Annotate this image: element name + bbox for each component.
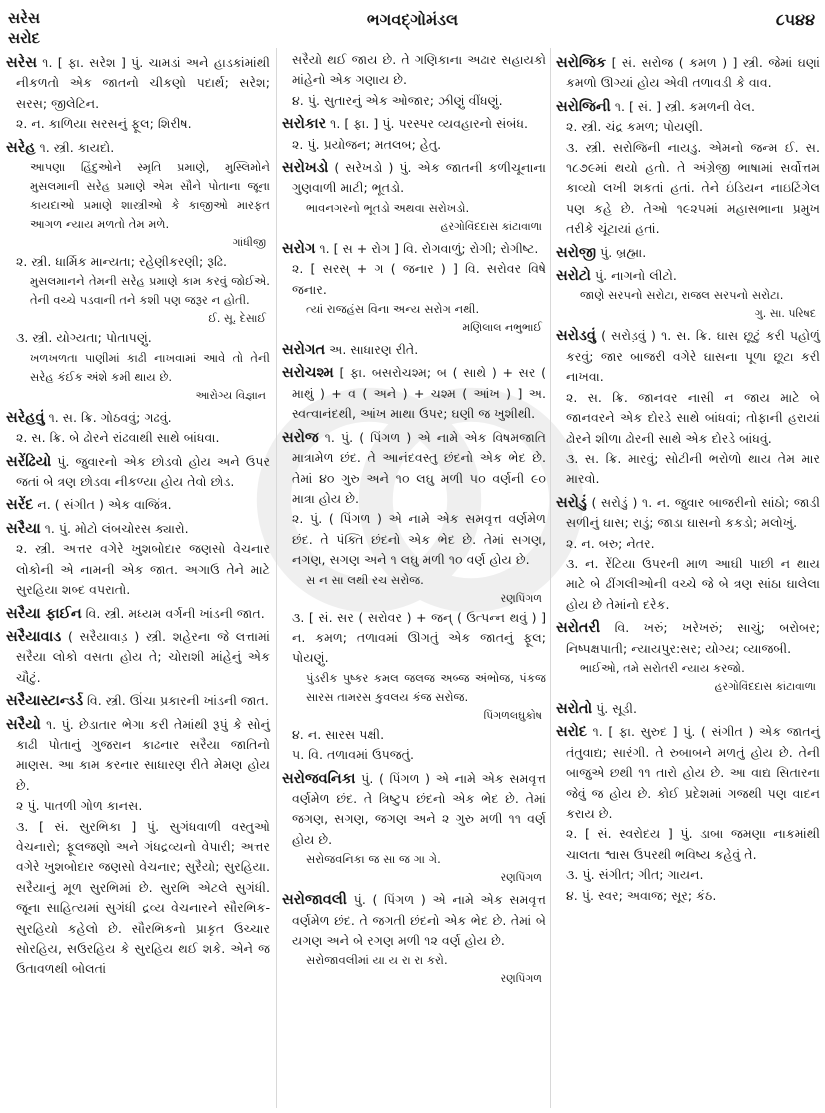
- dictionary-entry: [282, 340, 546, 360]
- definition-text: ૧. [ સ + રોગ ] વિ. રોગવાળું; રોગી; રોગીષ્ટ.: [319, 240, 539, 256]
- definition-text: ( સરેખડો ) પું. એક જાતની કળીચૂનાના ગુણવાળી માટી; ભૂતડો.: [292, 160, 546, 196]
- sense-definition: ૨. સ્ત્રી. ધાર્મિક માન્યતા; રહેણીકરણી; રૂઢિ.: [16, 254, 228, 270]
- dictionary-entry: [282, 158, 546, 199]
- dictionary-entry: [6, 138, 270, 158]
- column-1: [6, 50, 270, 980]
- column-divider: [276, 48, 277, 1108]
- quote-attribution: મણિલાલ નભુભાઈ: [462, 321, 542, 335]
- definition-text: ૧. પું. ( પિંગળ ) એ નામે એક વિષમજાતિ માત્રામેળ છંદ. તે આનંદવસ્તુ છંદનો એક ભેદ છે. તેમાં ૪૦ ગુરુ અને ૧૦ લઘુ મળી ૫૦ વર્ણની ૯૦ માત્રા હોય છે.: [292, 429, 546, 506]
- usage-quote: ભાઈઓ, તમે સરોતરી ન્યાય કરજો.: [580, 660, 745, 675]
- definition-text: પું. નાગનો લીટો.: [594, 268, 677, 284]
- dictionary-entry: [556, 618, 820, 659]
- book-title: ભગવદ્ગોમંડલ: [366, 10, 459, 29]
- usage-quote: પુંડરીક પુષ્કર કમલ જલજ અબ્જ અંભોજ, પંકજ સારસ તામરસ કુવલય કંજ સરોજ.: [306, 670, 546, 704]
- sense-definition: ૩. સ્ત્રી. સરોજિની નાયડુ. એમનો જન્મ ઈ. સ. ૧૮૭૯માં થયો હતો. તે અંગ્રેજી ભાષામાં સર્વોત્તમ કાવ્યો લખી શકતાં હતાં. તેને ઇંડિયન નાઇટિંગેલ પણ કહે છે. તેઓ ૧૯૨૫માં મહાસભાના પ્રમુખ તરીકે ચૂંટાયાં હતાં.: [566, 139, 820, 237]
- headword: સરોજાવલી: [282, 892, 347, 909]
- headword: સરેંદ: [6, 497, 34, 514]
- headword: સરોજ: [282, 429, 319, 446]
- definition-text: પું. સૂડી.: [596, 700, 638, 716]
- sense-definition: ૨ પું. પાતળી ગોળ કાનસ.: [16, 798, 143, 814]
- definition-text: પું. ( પિંગળ ) એ નામે એક સમવૃત્ત વર્ણમેળ છંદ. તે ત્રિષ્ટુપ છંદનો એક ભેદ છે. તેમાં જગણ, સગણ, જગણ અને ૨ ગુરુ મળી ૧૧ વર્ણ હોય છે.: [292, 770, 546, 847]
- definition-text: ૧. પું. મોટો લંબચોરસ ક્યારો.: [44, 520, 189, 536]
- sense-definition: ૩. [ સં. સર ( સરોવર ) + જન્ ( ઉત્પન્ન થવું ) ] ન. કમળ; તળાવમાં ઊગતું એક જાતનું ફૂલ; પોયણું.: [292, 609, 546, 666]
- usage-quote: સરોજવનિકા જ સા જ ગા ગે.: [306, 852, 441, 867]
- sense-definition: ૨. સ. ક્રિ. જાનવર નાસી ન જાય માટે બે જાનવરને એક દોરડે સાથે બાંધવાં; તોફાની હરાયાં ઢોરને શીળા ઢોરની સાથે એક દોરડે બાંધવું.: [566, 389, 820, 446]
- quote-attribution: આરોગ્ય વિજ્ઞાન: [195, 388, 266, 402]
- dictionary-entry: [6, 452, 270, 493]
- page-header: [0, 6, 825, 50]
- dictionary-entry: [6, 715, 270, 797]
- definition-text: પું. બ્રહ્મા.: [600, 244, 647, 260]
- headword: સરોટો: [556, 268, 591, 285]
- definition-text: ( સરૈયાવાડ઼ ) સ્ત્રી. શહેરના જે લત્તામાં સરૈયા લોકો વસતા હોય તે; ચોરાશી માંહેનું એક ચૌટું.: [16, 628, 270, 685]
- headword: સરેહ: [6, 139, 36, 156]
- sense-definition: ૨. પું. ( પિંગળ ) એ નામે એક સમવૃત્ત વર્ણમેળ છંદ. તે પંક્તિ છંદનો એક ભેદ છે. તેમાં સગણ, નગણ, સગણ અને ૧ લઘુ મળી ૧૦ વર્ણ હોય છે.: [292, 511, 546, 568]
- dictionary-entry: [282, 363, 546, 424]
- dictionary-entry: [6, 408, 270, 428]
- sense-definition: ૨. પું. પ્રયોજન; મતલબ; હેતુ.: [292, 136, 442, 152]
- dictionary-entry: [6, 53, 270, 114]
- headword: સરૈયો: [6, 716, 41, 733]
- dictionary-entry: [282, 114, 546, 134]
- headword: સરોખડો: [282, 160, 329, 177]
- headword: સરેહવું: [6, 409, 45, 426]
- definition-text: ( સરોડ઼વું ) ૧. સ. ક્રિ. ઘાસ છૂટું કરી પહોળું કરવું; જાર બાજરી વગેરે ઘાસના પૂળા છૂટા કરી નાખવા.: [566, 328, 820, 385]
- guide-word-last: સરોદ: [8, 29, 41, 47]
- column-3: [556, 50, 820, 906]
- headword: સરૈયાવાડ: [6, 628, 62, 645]
- definition-text: ૧. સ. ક્રિ. ગોઠવવું; ગઢવું.: [48, 409, 172, 425]
- definition-text: વિ. ખરું; ખરેખરું; સાચું; બરોબર; નિષ્પક્ષપાતી; ન્યાયપુર:સર; યોગ્ય; વ્યાજબી.: [566, 620, 820, 656]
- column-2: [282, 50, 546, 988]
- headword: સરોડું: [556, 494, 587, 511]
- definition-text: ૧. [ સં. ] સ્ત્રી. કમળની વેલ.: [614, 98, 756, 114]
- column-divider: [550, 48, 551, 1108]
- dictionary-entry: [6, 604, 270, 624]
- quote-attribution: ગુ. સા. પરિષદ: [754, 307, 816, 321]
- dictionary-entry: [556, 243, 820, 263]
- definition-text: વિ. સ્ત્રી. ઊંચા પ્રકારની ખાંડની જાત.: [87, 693, 269, 709]
- usage-quote: ભાવનગરનો ભૂતડો અથવા સરોખડો.: [306, 200, 470, 215]
- dictionary-entry: [556, 97, 820, 117]
- continued-text: સરૈયો થઈ જાય છે. તે ગણિકાના અઢાર સહાયકો માંહેનો એક ગણાય છે.: [292, 52, 546, 88]
- headword: સરોદ: [556, 724, 587, 741]
- sense-definition: ૨. ન. બરુ; નેતર.: [566, 535, 655, 551]
- headword: સરોજી: [556, 244, 597, 261]
- headword: સરોગ: [282, 240, 316, 257]
- quote-attribution: રણપિંગળ: [500, 591, 542, 605]
- headword: સરોતરી: [556, 620, 601, 637]
- usage-quote: સરોજાવલીમાં યા ય રા રા કરો.: [306, 953, 448, 968]
- usage-quote: ખળખળતા પાણીમાં કાઢી નાખવામાં આવે તો તેની સરેહ કંઈક અંશે કમી થાય છે.: [30, 350, 270, 384]
- usage-quote: ત્યાં રાજહંસ વિના અન્ય સરોગ નથી.: [306, 302, 480, 317]
- quote-attribution: ગાંધીજી: [232, 236, 266, 250]
- dictionary-entry: [282, 769, 546, 851]
- definition-text: અ. સાધારણ રીતે.: [329, 342, 419, 358]
- sense-definition: ૨. સ્ત્રી. ચંદ્ર કમળ; પોયણી.: [566, 119, 704, 135]
- headword: સરોજિની: [556, 98, 611, 115]
- usage-quote: સ ન સા લથી રચ સરોજ.: [306, 572, 424, 587]
- sense-definition: ૨. ન. કાળિયા સરસનું ફૂલ; શિરીષ.: [16, 116, 192, 132]
- dictionary-entry: [556, 699, 820, 719]
- sense-definition: ૪. ન. સારસ પક્ષી.: [292, 726, 385, 742]
- definition-text: ન. ( સંગીત ) એક વાજિંત્ર.: [37, 497, 172, 513]
- definition-text: ( સરોડ઼ું ) ૧. ન. જુવાર બાજરીનો સાંઠો; જાડી સળીનું ઘાસ; રાડું; જાડા ઘાસનો કકડો; મલોખું.: [566, 494, 820, 531]
- headword: સરોતો: [556, 700, 593, 717]
- dictionary-entry: [282, 239, 546, 259]
- sense-definition: ૩. ન. રેંટિયા ઉપરની માળ આઘી પાછી ન થાય માટે બે ઢીંગલીઓની વચ્ચે જે બે ત્રણ સાંઠા ઘાલેલા હોય છે તેમાંનો દરેક.: [566, 555, 820, 612]
- definition-text: ૧. [ ફા. ] પું. પરસ્પર વ્યવહારનો સંબંધ.: [330, 116, 529, 132]
- definition-text: ૧. [ ફા. સુરુદ ] પું. ( સંગીત ) એક જાતનું તંતુવાદ્ય; સારંગી. તે રુબાબને મળતું હોય છે. તેની બાજુએ છથી ૧૧ તારો હોય છે. આ વાદ્ય સિતારના જેવું જ હોય છે. કોઈ પ્રદેશમાં ગજથી પણ વાદન કરાય છે.: [566, 724, 820, 821]
- quote-attribution: પિંગળલઘુકોષ: [483, 708, 542, 722]
- headword: સરૈયા: [6, 520, 41, 537]
- dictionary-entry: [282, 428, 546, 510]
- quote-attribution: ઈ. સૂ. દેસાઈ: [208, 312, 266, 326]
- headword: સરોજિક: [556, 55, 607, 71]
- definition-text: વિ. સ્ત્રી. મધ્યમ વર્ગની ખાંડની જાત.: [85, 605, 265, 621]
- usage-quote: આપણા હિંદુઓને સ્મૃતિ પ્રમાણે, મુસ્લિમોને મુસલમાની સરેહ પ્રમાણે એમ સૌને પોતાના જૂના કાયદાઓ પ્રમાણે શાસ્ત્રીઓ કે કાજીઓ મારફત આગળ ન્યાય મળતો તેમ મળે.: [30, 160, 270, 232]
- headword: સરેંઢિયો: [6, 453, 52, 470]
- headword: સરોકાર: [282, 116, 327, 133]
- quote-attribution: હરગોવિંદદાસ કાંટાવાળા: [714, 679, 816, 693]
- sense-definition: ૨. [ સરસ્ + ગ ( જનાર ) ] વિ. સરોવર વિષે જનાર.: [292, 261, 546, 297]
- sense-definition: ૩. સ. ક્રિ. મારવું; સોટીની ભરોળો થાય તેમ માર મારવો.: [566, 450, 820, 487]
- dictionary-entry: [556, 722, 820, 824]
- guide-word-first: સરેસ: [8, 9, 41, 27]
- sense-definition: ૨. સ. ક્રિ. બે ઢોરને રાંઢવાથી સાથે બાંધવા.: [16, 430, 220, 446]
- dictionary-entry: [556, 493, 820, 534]
- definition-text: [ ફા. બસરોચશ્મ; બ ( સાથે ) + સર ( માથું ) + વ ( અને ) + ચશ્મ ( આંખ ) ] અ. સ્વત્વાનંદથી, આંખ માથા ઉપર; ઘણી જ ખુશીથી.: [292, 365, 546, 422]
- dictionary-entry: [556, 266, 820, 286]
- dictionary-entry: [556, 326, 820, 387]
- dictionary-entry: [6, 627, 270, 688]
- sense-definition: ૩. પું. સંગીત; ગીત; ગાયન.: [566, 867, 704, 883]
- sense-definition: ૩. [ સં. સુરભિકા ] પું. સુગંધવાળી વસ્તુઓ વેચનારો; ફૂલજણો અને ગંધદ્રવ્યનો વેપારી; અત્તર વગેરે ખુશબોદાર જણસો વેચનાર; સુરૈયો; સુરહિયા. સરૈયાનું મૂળ સુરભિમાં છે. સુરભિ એટલે સુગંધી. જૂના સાહિત્યમાં સુગંધી દ્રવ્ય વેચનારને સૌરભિક-સુરહિયો કહેલો છે. સૌરભિકનો પ્રાકૃત ઉચ્ચાર સોરહિય, સઉરહિય કે સુરહિય થઈ શકે. એને જ ઉતાવળથી બોલતાં: [16, 818, 270, 977]
- dictionary-entry: [282, 890, 546, 951]
- headword: સરોજવનિકા: [282, 770, 356, 787]
- definition-text: ૧. [ ફા. સરેશ ] પું. ચામડાં અને હાડકાંમાંથી નીકળતો એક જાતનો ચીકણો પદાર્થ; સરેશ; સરસ; જીલેટિન.: [16, 55, 270, 111]
- headword: સરેસ: [6, 55, 37, 71]
- sense-definition: ૩. સ્ત્રી. યોગ્યતા; પોતાપણું.: [16, 330, 152, 346]
- definition-text: પું. જુવારનો એક છોડવો હોય અને ઉપર જતાં બે ત્રણ છોડવા નીકળ્યા હોય તેવો છોડ.: [16, 453, 270, 490]
- definition-text: [ સં. સરોજ ( કમળ ) ] સ્ત્રી. જેમાં ઘણાં કમળો ઊગ્યાં હોય એવી તળાવડી કે વાવ.: [566, 55, 820, 91]
- sense-definition: ૪. પું. સુતારનું એક ઓજાર; ઝીણું વીંધણું.: [292, 92, 503, 108]
- quote-attribution: હરગોવિંદદાસ કાંટાવાળા: [440, 219, 542, 233]
- headword: સરૈયાસ્ટાન્ડર્ડ: [6, 693, 84, 710]
- dictionary-entry: [556, 53, 820, 94]
- sense-definition: ૨. સ્ત્રી. અત્તર વગેરે ખુશબોદાર જણસો વેચનાર લોકોની એ નામની એક જાત. અગાઉ તેને માટે સુરહિયા શબ્દ વપરાતો.: [16, 541, 270, 598]
- definition-text: ૧. સ્ત્રી. કાયદો.: [39, 139, 115, 155]
- definition-text: પું. ( પિંગળ ) એ નામે એક સમવૃત્ત વર્ણમેળ છંદ. તે જગતી છંદનો એક ભેદ છે. તેમાં બે યગણ અને બે રગણ મળી ૧૨ વર્ણ હોય છે.: [292, 892, 546, 948]
- dictionary-entry: [6, 691, 270, 711]
- sense-definition: ૪. પું. સ્વર; અવાજ; સૂર; કંઠ.: [566, 887, 717, 903]
- headword: સરૈયા ફાઈન: [6, 605, 82, 622]
- dictionary-entry: [6, 519, 270, 539]
- quote-attribution: રણપિંગળ: [500, 972, 542, 986]
- dictionary-entry: [6, 495, 270, 515]
- headword: સરોડવું: [556, 328, 596, 345]
- usage-quote: જાણે સરપનો સરોટા, રાજલ સરપનો સરોટા.: [580, 288, 784, 303]
- headword: સરોગત: [282, 342, 326, 359]
- definition-text: ૧. પું. છેડાતાર ભેગા કરી તેમાંથી રૂપું કે સોનું કાઢી પોતાનું ગુજરાન કાઢનાર સરૈયા જાતિનો માણસ. આ કામ કરનાર સાધારણ રીતે મેમણ હોય છે.: [16, 716, 270, 793]
- quote-attribution: રણપિંગળ: [500, 871, 542, 885]
- sense-definition: ૨. [ સં. સ્વરોદય ] પું. ડાબા જમણા નાકમાંથી ચાલતા શ્વાસ ઉપરથી ભવિષ્ય કહેવું તે.: [566, 826, 820, 862]
- headword: સરોચશ્મ: [282, 365, 334, 382]
- page-number: ૮૫૪૪: [775, 10, 815, 29]
- usage-quote: મુસલમાનને તેમની સરેહ પ્રમાણે કામ કરવું જોઈએ. તેની વચ્ચે પડવાની તને કશી પણ જરૂર ન હોતી.: [30, 274, 270, 308]
- sense-definition: ૫. વિ. તળાવમાં ઉપજતું.: [292, 747, 415, 763]
